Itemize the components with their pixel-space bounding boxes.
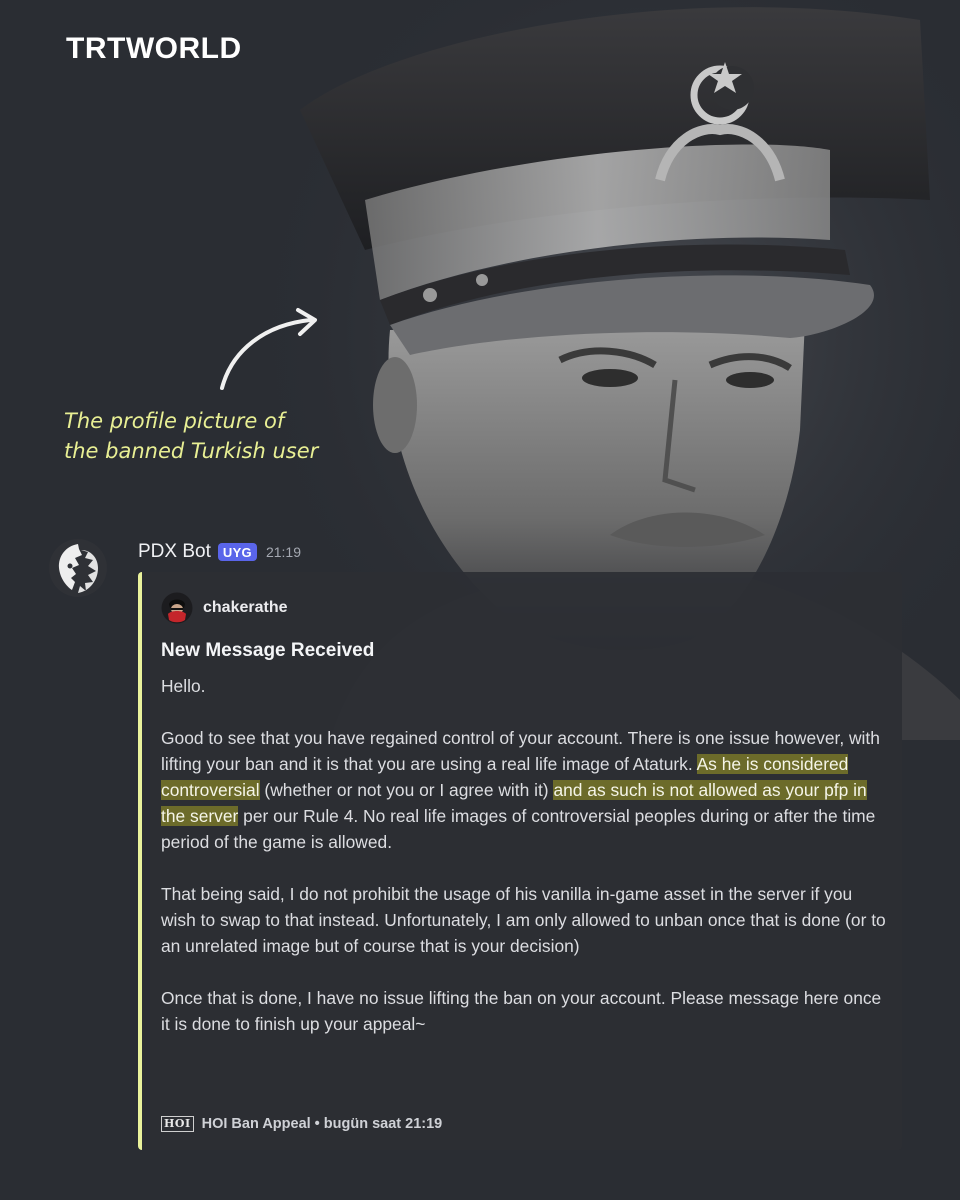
author-name[interactable]: chakerathe — [203, 599, 288, 616]
embed-author — [161, 592, 882, 624]
hoi-footer-icon: HOI — [161, 1116, 194, 1132]
annotation-caption — [64, 406, 318, 466]
embed-title: New Message Received — [161, 640, 375, 661]
bot-username[interactable]: PDX Bot — [138, 541, 211, 562]
message-header — [138, 541, 301, 563]
paragraph-alternative: That being said, I do not prohibit the usage of his vanilla in-game asset in the server if you wish to swap to that instead. Unfortunately, I am only allowed to unban once that is done (or to an unrelated image but of course that is your decision) — [161, 884, 886, 956]
paragraph-issue-part-3: per our Rule 4. No real life images of controversial peoples during or after the time period of the game is allowed. — [161, 806, 876, 852]
paragraph-greeting: Hello. — [161, 676, 206, 696]
embed-footer — [161, 1116, 442, 1132]
footer-text: HOI Ban Appeal • bugün saat 21:19 — [201, 1116, 443, 1132]
caption-line-1: The profile picture of — [64, 409, 285, 433]
message-timestamp: 21:19 — [265, 544, 301, 560]
highlight-controversial: As he is considered controversial — [161, 754, 849, 800]
paragraph-issue-part-2: (whether or not you or I agree with it) — [259, 780, 554, 800]
highlight-not-allowed: and as such is not allowed as your pfp in the server — [161, 780, 867, 826]
logo-text-world: WORLD — [125, 32, 242, 65]
curved-arrow-icon — [210, 300, 330, 400]
paragraph-closing: Once that is done, I have no issue lifting the ban on your account. Please message here once it is done to finish up your appeal~ — [161, 988, 882, 1034]
embed-body — [161, 673, 891, 1037]
logo-text-trt: TRT — [66, 32, 126, 65]
author-avatar[interactable] — [161, 592, 193, 624]
message-embed — [138, 572, 902, 1150]
trt-world-logo — [66, 32, 242, 66]
caption-line-2: the banned Turkish user — [64, 439, 319, 463]
paragraph-issue-part-1: Good to see that you have regained control of your account. There is one issue however, with lifting your ban and it is that you are using a real life image of Ataturk. — [161, 728, 880, 774]
bot-avatar[interactable] — [48, 538, 108, 598]
bot-tag-badge[interactable]: UYG — [218, 543, 257, 561]
paragraph-issue — [161, 725, 891, 855]
